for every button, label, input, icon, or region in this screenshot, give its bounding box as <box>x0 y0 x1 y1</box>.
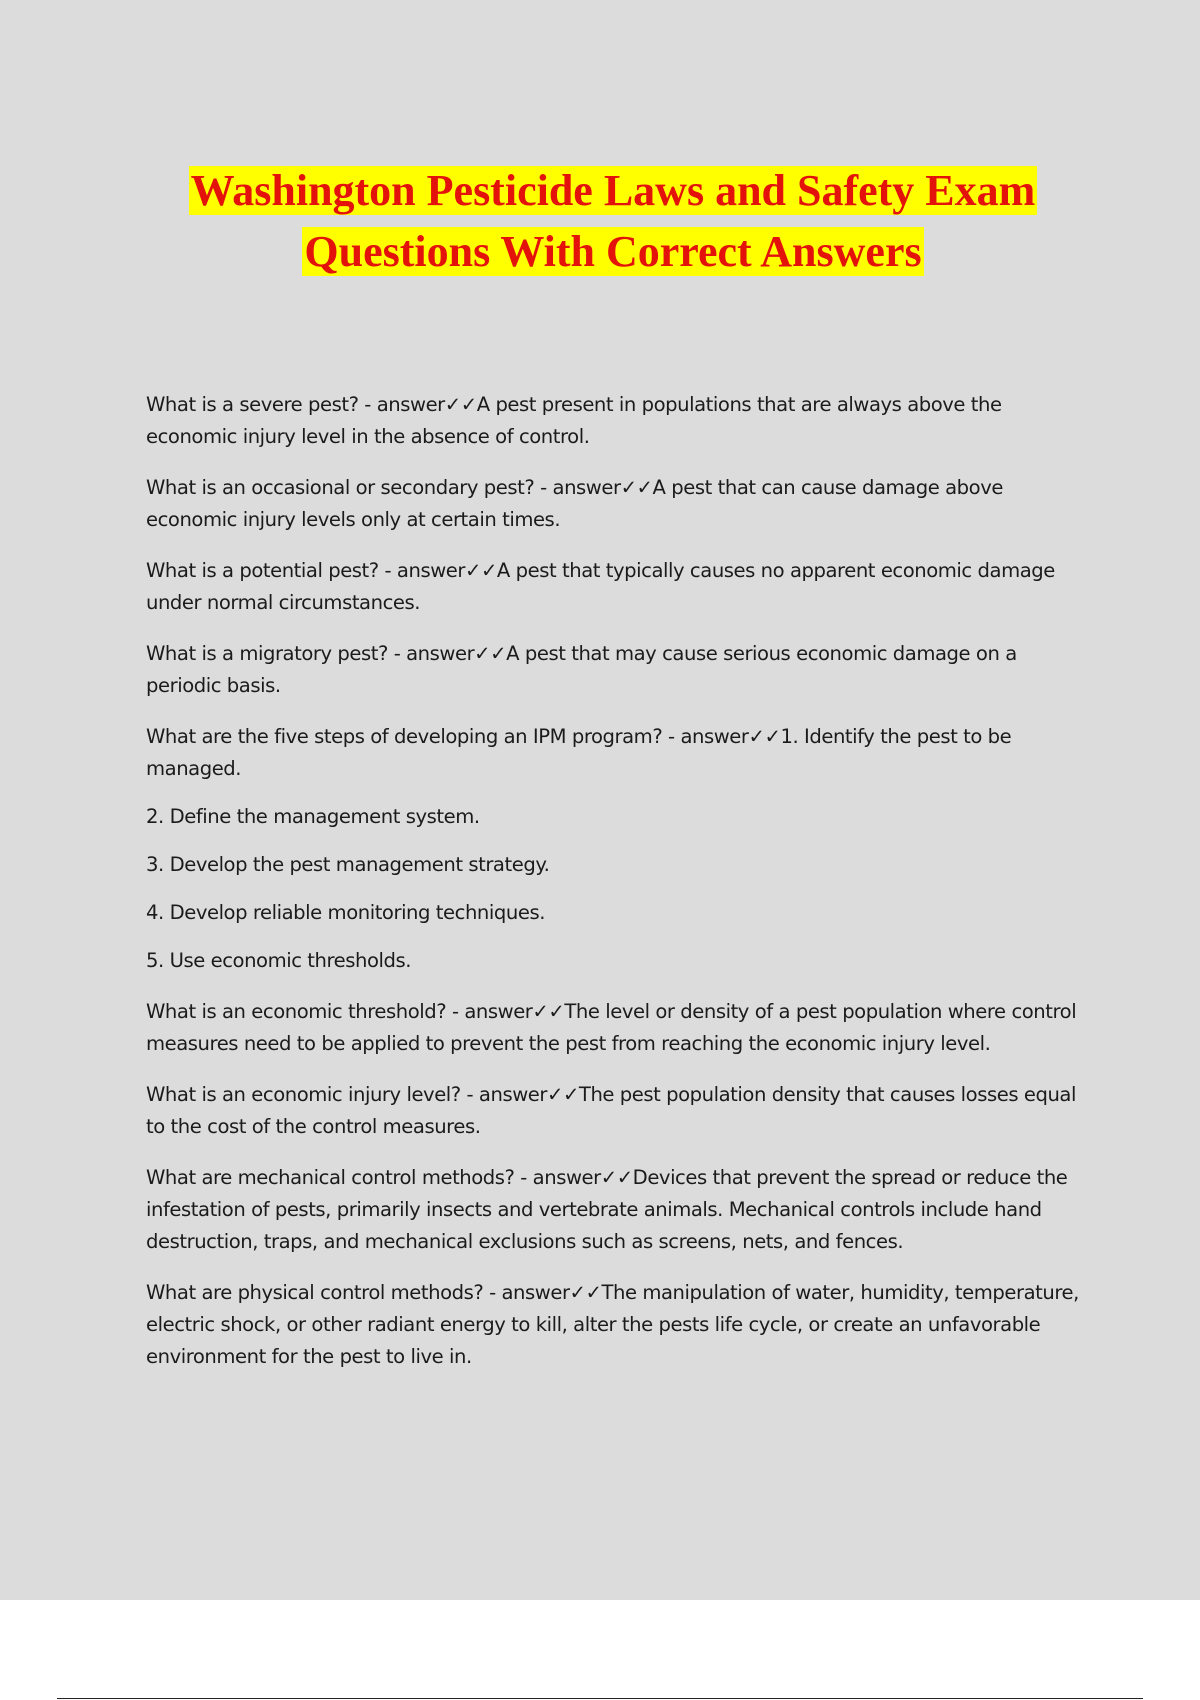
ipm-step-5: 5. Use economic thresholds. <box>146 949 412 972</box>
qa-list <box>146 389 1080 1373</box>
qa-entry-migratory-pest: What is a migratory pest? - answer✓✓A pest that may cause serious economic damage on a periodic basis. <box>146 642 1017 697</box>
qa-entry-potential-pest: What is a potential pest? - answer✓✓A pest that typically causes no apparent economic damage under normal circumstances. <box>146 559 1055 614</box>
qa-entry-economic-injury-level: What is an economic injury level? - answer✓✓The pest population density that causes losses equal to the cost of the control measures. <box>146 1083 1076 1138</box>
qa-entry-physical-control: What are physical control methods? - answer✓✓The manipulation of water, humidity, temperature, electric shock, or other radiant energy to kill, alter the pests life cycle, or create an unfavorable environment for the pest to live in. <box>146 1281 1079 1368</box>
qa-entry-severe-pest: What is a severe pest? - answer✓✓A pest present in populations that are always above the economic injury level in the absence of control. <box>146 393 1002 448</box>
title-line-2: Questions With Correct Answers <box>304 227 922 276</box>
qa-entry-mechanical-control: What are mechanical control methods? - answer✓✓Devices that prevent the spread or reduce the infestation of pests, primarily insects and vertebrate animals. Mechanical controls include hand destruction, traps, and mechanical exclusions such as screens, nets, and fences. <box>146 1166 1068 1253</box>
qa-entry-ipm-steps: What are the five steps of developing an IPM program? - answer✓✓1. Identify the pest to be managed. <box>146 725 1012 780</box>
document-title <box>146 160 1080 282</box>
ipm-step-3: 3. Develop the pest management strategy. <box>146 853 550 876</box>
footer-divider <box>57 1698 1143 1699</box>
qa-entry-occasional-pest: What is an occasional or secondary pest? - answer✓✓A pest that can cause damage above economic injury levels only at certain times. <box>146 476 1003 531</box>
ipm-step-2: 2. Define the management system. <box>146 805 480 828</box>
ipm-step-4: 4. Develop reliable monitoring techniques. <box>146 901 545 924</box>
title-line-1: Washington Pesticide Laws and Safety Exam <box>190 166 1036 215</box>
qa-entry-economic-threshold: What is an economic threshold? - answer✓✓The level or density of a pest population where control measures need to be applied to prevent the pest from reaching the economic injury level. <box>146 1000 1077 1055</box>
